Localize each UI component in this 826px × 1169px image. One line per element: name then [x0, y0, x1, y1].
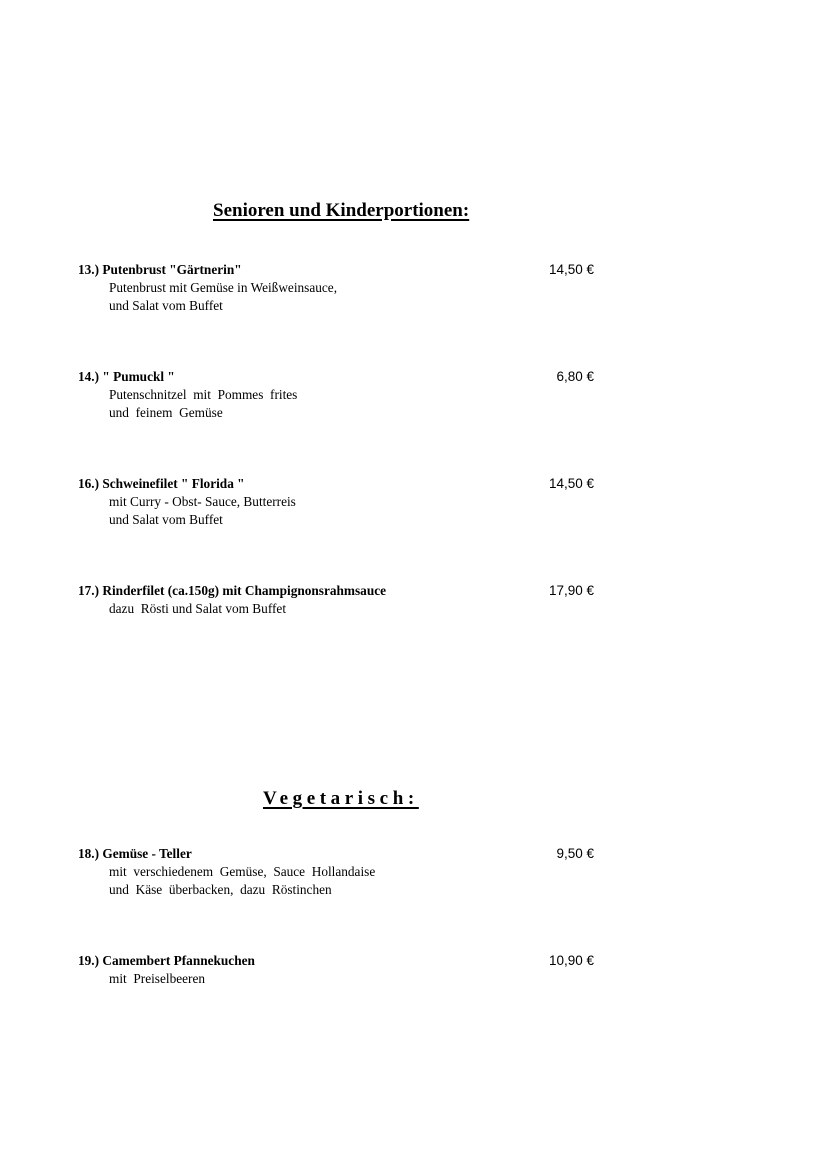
item-price: 10,90 € [548, 953, 594, 968]
item-description-line: mit Curry - Obst- Sauce, Butterreis [109, 494, 296, 509]
item-name: 19.) Camembert Pfannekuchen [78, 953, 255, 968]
item-description-line: dazu Rösti und Salat vom Buffet [109, 601, 287, 616]
section-title-vegetarisch: Vegetarisch: [263, 788, 419, 809]
menu-item-16 [78, 475, 598, 529]
menu-item-19 [78, 952, 598, 988]
item-description-line: und Salat vom Buffet [109, 298, 223, 313]
menu-item-18 [78, 845, 598, 899]
item-price: 6,80 € [556, 369, 594, 384]
section-title-senioren: Senioren und Kinderportionen: [213, 200, 470, 221]
item-description-line: und feinem Gemüse [109, 405, 223, 420]
menu-item-14 [78, 368, 598, 422]
item-description-line: und Salat vom Buffet [109, 512, 223, 527]
item-name: 16.) Schweinefilet " Florida " [78, 476, 245, 491]
item-price: 14,50 € [548, 476, 594, 491]
item-price: 9,50 € [556, 846, 594, 861]
menu-item-13 [78, 261, 598, 315]
item-price: 17,90 € [548, 583, 594, 598]
item-name: 14.) " Pumuckl " [78, 369, 175, 384]
item-description-line: und Käse überbacken, dazu Röstinchen [109, 882, 332, 897]
menu-item-17 [78, 582, 598, 618]
item-name: 17.) Rinderfilet (ca.150g) mit Champignonsrahmsauce [78, 583, 387, 598]
item-description-line: Putenschnitzel mit Pommes frites [109, 387, 298, 402]
item-name: 13.) Putenbrust "Gärtnerin" [78, 262, 242, 277]
item-price: 14,50 € [548, 262, 594, 277]
item-name: 18.) Gemüse - Teller [78, 846, 192, 861]
item-description-line: mit verschiedenem Gemüse, Sauce Hollandaise [109, 864, 376, 879]
item-description-line: Putenbrust mit Gemüse in Weißweinsauce, [109, 280, 338, 295]
item-description-line: mit Preiselbeeren [109, 971, 205, 986]
